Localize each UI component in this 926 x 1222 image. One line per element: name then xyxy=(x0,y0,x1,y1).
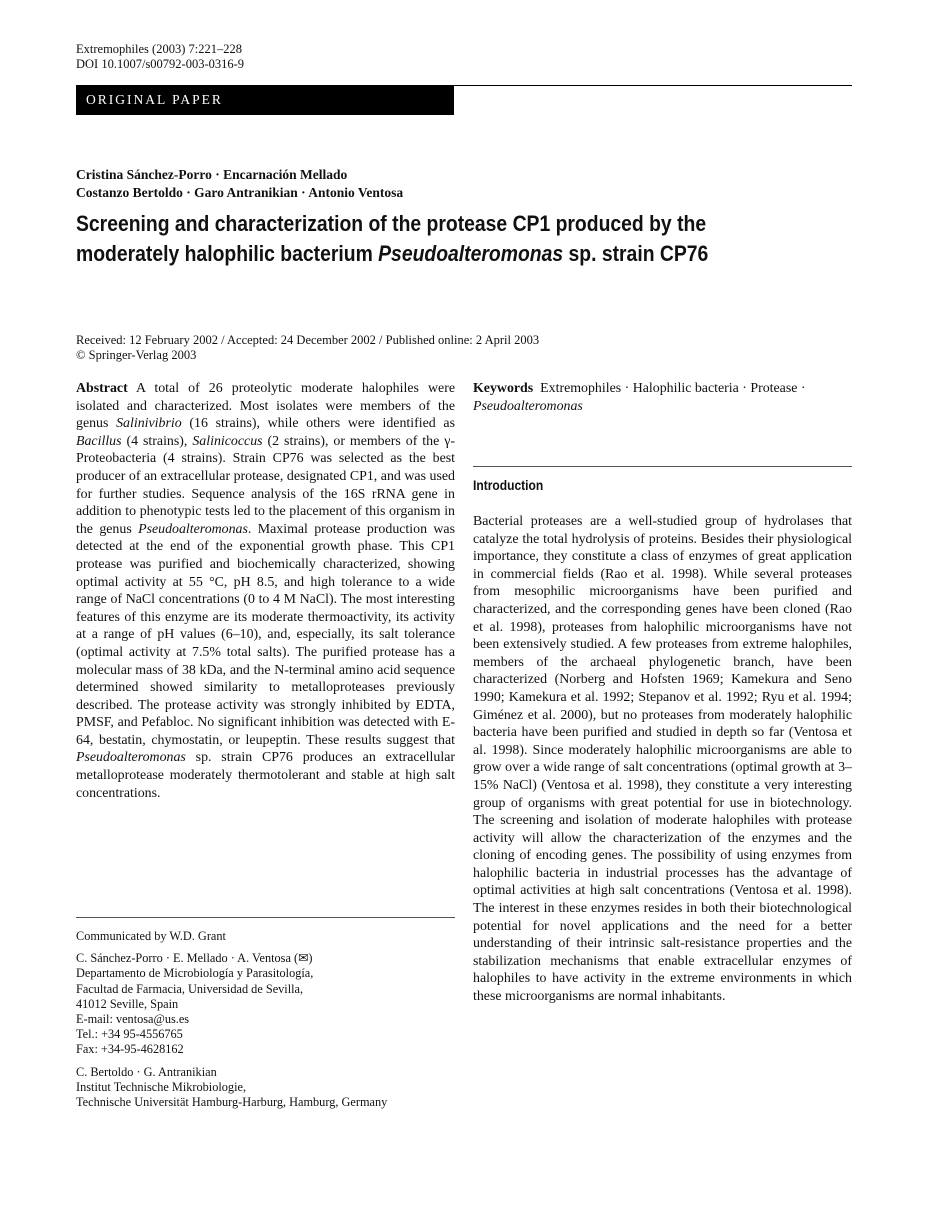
date-history: Received: 12 February 2002 / Accepted: 24 December 2002 / Published online: 2 April 2003 xyxy=(76,333,540,347)
genus-name: Salinivibrio xyxy=(116,416,182,432)
section-rule xyxy=(473,466,852,467)
affiliation-dept: Departamento de Microbiología y Parasitología, xyxy=(76,966,314,981)
abstract-label: Abstract xyxy=(76,381,128,396)
journal-header xyxy=(76,42,244,72)
abstract-text: (16 strains), while others were identified as xyxy=(181,416,455,432)
genus-name: Pseudoalteromonas xyxy=(138,521,248,537)
introduction-paragraph: Bacterial proteases are a well-studied group of hydrolases that catalyze the total hydrolysis of proteins. Besides their physiological importance, they constitute a class of enzymes of great application in commercial fields (Rao et al. 1998). While several proteases from mesophilic microorganisms have been purified and characterized, and the corresponding genes have been cloned (Rao et al. 1998), proteases from halophilic microorganisms have not been extensively studied. A few proteases from extreme halophiles, members of the archaeal phylogenetic branch, have been characterized (Norberg and Hofsten 1969; Kamekura and Seno 1990; Kamekura et al. 1992; Stepanov et al. 1992; Ryu et al. 1994; Giménez et al. 2000), but no proteases from moderately halophilic bacteria have been purified and studied in depth so far (Ventosa et al. 1998). Since moderately halophilic microorganisms are able to grow over a wide range of salt concentrations (optimal growth at 3–15% NaCl) (Ventosa et al. 1998), they constitute a very interesting group of organisms with great potential for use in biotechnology. The screening and isolation of moderate halophiles with protease activity will allow the characterization of the enzymes and the cloning of encoding genes. The possibility of using enzymes from halophilic bacteria in industrial processes has the advantage of optimal activities at high salt concentrations (Ventosa et al. 1998). The interest in these enzymes resides in both their biotechnological potential for novel applications and the need for a better understanding of their intrinsic salt-resistance properties and the stabilization mechanisms that enable extracellular enzymes of halophiles to have activity in the extreme environments in which these microorganisms are normal inhabitants. xyxy=(473,514,852,1005)
journal-citation: Extremophiles (2003) 7:221–228 xyxy=(76,42,242,56)
introduction-heading: Introduction xyxy=(473,477,544,493)
header-rule xyxy=(454,85,852,86)
telephone: Tel.: +34 95-4556765 xyxy=(76,1027,183,1042)
affiliation-rule xyxy=(76,917,455,918)
abstract-paragraph xyxy=(76,380,455,802)
title-strain: sp. strain CP76 xyxy=(563,241,709,266)
abstract-text: (4 strains), xyxy=(121,433,193,449)
abstract-text: A total of 26 proteolytic moderate halophiles were isolated and characterized. Most isolates were members of the genus xyxy=(76,381,455,432)
genus-name: Bacillus xyxy=(76,433,122,449)
affiliation-authors: C. Sánchez-Porro · E. Mellado · A. Ventosa (✉) xyxy=(76,951,313,966)
genus-name: Pseudoalteromonas xyxy=(76,750,186,766)
affiliation-group-2 xyxy=(76,1065,455,1111)
affiliation-city: 41012 Seville, Spain xyxy=(76,996,179,1011)
email: E-mail: ventosa@us.es xyxy=(76,1012,190,1027)
keywords-label: Keywords xyxy=(473,381,534,396)
affiliation-authors: C. Bertoldo · G. Antranikian xyxy=(76,1064,217,1079)
publication-dates xyxy=(76,333,539,363)
abstract xyxy=(76,380,455,802)
title-text: moderately halophilic bacterium xyxy=(76,241,379,266)
article-type: ORIGINAL PAPER xyxy=(86,92,223,107)
abstract-text: . Maximal protease production was detected at the end of the exponential growth phase. This CP1 protease was purified and biochemically characterized, showing optimal activity at 55 °C, pH 8.5, and high tolerance to a wide range of NaCl concentrations (0 to 4 M NaCl). The most interesting features of this enzyme are its moderate thermoactivity, its activity at a range of pH values (6–10), and, especially, its salt tolerance (optimal activity at 7.5% total salts). The purified protease has a molecular mass of 38 kDa, and the N-terminal amino acid sequence determined showed similarity to metalloproteases previously described. The protease activity was strongly inhibited by EDTA, PMSF, and Pefabloc. No significant inhibition was detected with E-64, bestatin, chymostatin, or leupeptin. These results suggest that xyxy=(76,521,455,748)
author-list xyxy=(76,166,403,202)
affiliation-institute: Institut Technische Mikrobiologie, xyxy=(76,1079,247,1094)
copyright: © Springer-Verlag 2003 xyxy=(76,348,197,362)
title-line-1: Screening and characterization of the protease CP1 produced by the xyxy=(76,211,707,236)
affiliation-group-1 xyxy=(76,951,455,1057)
keywords xyxy=(473,380,852,415)
communicated-by: Communicated by W.D. Grant xyxy=(76,929,226,943)
introduction xyxy=(473,513,852,1006)
genus-name: Salinicoccus xyxy=(192,433,263,449)
article-type-banner xyxy=(76,85,454,115)
authors-line-1: Cristina Sánchez-Porro · Encarnación Mellado xyxy=(76,167,348,182)
keywords-text: Extremophiles · Halophilic bacteria · Protease · xyxy=(533,381,809,396)
abstract-text: (2 strains), or members of the γ-Proteobacteria (4 strains). Strain CP76 was selected as the best producer of an extracellular protease, designated CP1, and was used for further studies. Sequence analysis of the 16S rRNA gene in addition to phenotypic tests led to the placement of this organism in the genus xyxy=(76,433,455,537)
article-title xyxy=(76,209,747,269)
doi: DOI 10.1007/s00792-003-0316-9 xyxy=(76,57,245,71)
affiliation-faculty: Facultad de Farmacia, Universidad de Sevilla, xyxy=(76,981,304,996)
authors-line-2: Costanzo Bertoldo · Garo Antranikian · Antonio Ventosa xyxy=(76,185,404,200)
keyword-genus: Pseudoalteromonas xyxy=(473,398,583,414)
fax: Fax: +34-95-4628162 xyxy=(76,1042,184,1057)
affiliations xyxy=(76,929,455,1117)
title-genus: Pseudoalteromonas xyxy=(378,241,564,266)
title-line-2 xyxy=(76,239,747,269)
affiliation-university: Technische Universität Hamburg-Harburg, Hamburg, Germany xyxy=(76,1095,388,1110)
abstract-text: sp. strain CP76 produces an extracellular metalloprotease moderately thermotolerant and stable at high salt concentrations. xyxy=(76,750,455,801)
